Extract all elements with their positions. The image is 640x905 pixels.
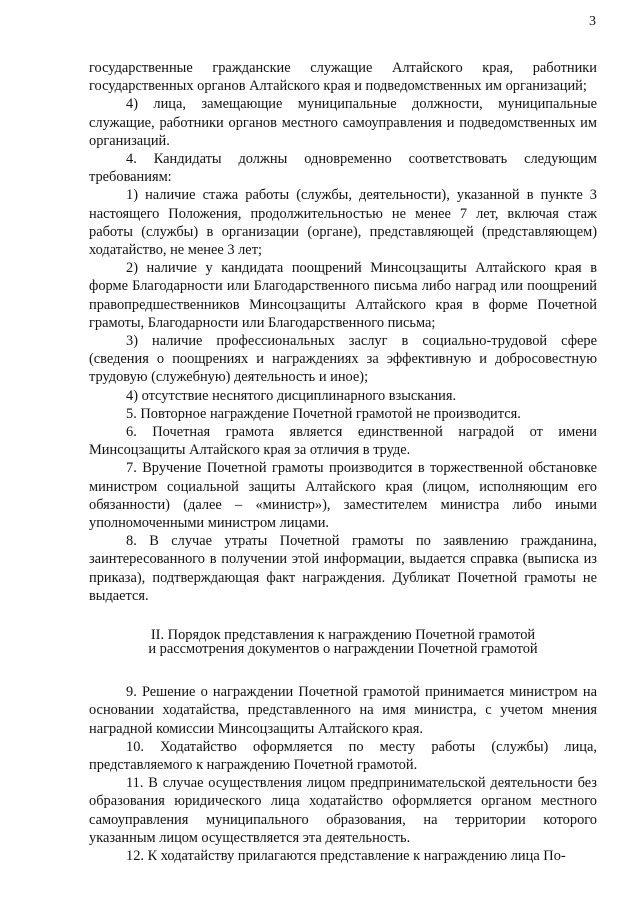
paragraph-8: 8. В случае утраты Почетной грамоты по заявлению гражданина, заинтересованного в получении этой информации, выдается справка (выписка из приказа), подтверждающая факт награждения. Дубликат Почетной грамоты не выдается. [89, 533, 597, 604]
section-heading-line-2: и рассмотрения документов о награждении Почетной грамотой [148, 641, 538, 658]
paragraph-requirement-4: 4) отсутствие неснятого дисциплинарного взыскания. [126, 387, 457, 404]
paragraph-4-requirements: 4. Кандидаты должны одновременно соответствовать следующим требованиям: [89, 151, 597, 186]
paragraph-requirement-2: 2) наличие у кандидата поощрений Минсоцзащиты Алтайского края в форме Благодарности или Благодарственного письма либо наград или поощрений правопредшественников Минсоцзащиты Алтайского края в форме Почетной грамоты, Благодарности или Благодарственного письма; [89, 260, 597, 331]
section-heading-line-1: II. Порядок представления к награждению Почетной грамотой [150, 627, 536, 644]
paragraph-continuation: государственные гражданские служащие Алтайского края, работники государственных органов Алтайского края и подведомственных им организаций; [89, 60, 597, 95]
paragraph-7: 7. Вручение Почетной грамоты производится в торжественной обстановке министром социальной защиты Алтайского края (лицом, исполняющим его обязанности) (далее – «министр»), заместителем министра либо иными уполномоченными министром лицами. [89, 460, 597, 532]
page-number: 3 [589, 14, 596, 29]
paragraph-5: 5. Повторное награждение Почетной грамотой не производится. [126, 405, 521, 422]
paragraph-10: 10. Ходатайство оформляется по месту работы (службы) лица, представляемого к награждению Почетной грамотой. [89, 738, 597, 773]
paragraph-requirement-1: 1) наличие стажа работы (службы, деятельности), указанной в пункте 3 настоящего Положения, продолжительностью не менее 7 лет, включая стаж работы (службы) в организации (органе), представляющей (представляющем) ходатайство, не менее 3 лет; [89, 187, 597, 259]
paragraph-11: 11. В случае осуществления лицом предпринимательской деятельности без образования юридического лица ходатайство оформляется органом местного самоуправления муниципального образования, на территории которого указанным лицом осуществляется эта деятельность. [89, 775, 597, 846]
paragraph-requirement-3: 3) наличие профессиональных заслуг в социально-трудовой сфере (сведения о поощрениях и награждениях за эффективную и добросовестную трудовую (служебную) деятельность и иное); [89, 333, 597, 386]
section-heading [89, 628, 597, 656]
paragraph-item-4-officials: 4) лица, замещающие муниципальные должности, муниципальные служащие, работники органов местного самоуправления и подведомственных им организаций. [89, 96, 597, 149]
paragraph-12: 12. К ходатайству прилагаются представление к награждению лица По- [126, 847, 566, 864]
paragraph-6: 6. Почетная грамота является единственной наградой от имени Минсоцзащиты Алтайского края за отличия в труде. [89, 424, 597, 459]
paragraph-9: 9. Решение о награждении Почетной грамотой принимается министром на основании ходатайства, представленного на имя министра, с учетом мнения наградной комиссии Минсоцзащиты Алтайского края. [89, 684, 597, 737]
document-body [89, 59, 597, 865]
